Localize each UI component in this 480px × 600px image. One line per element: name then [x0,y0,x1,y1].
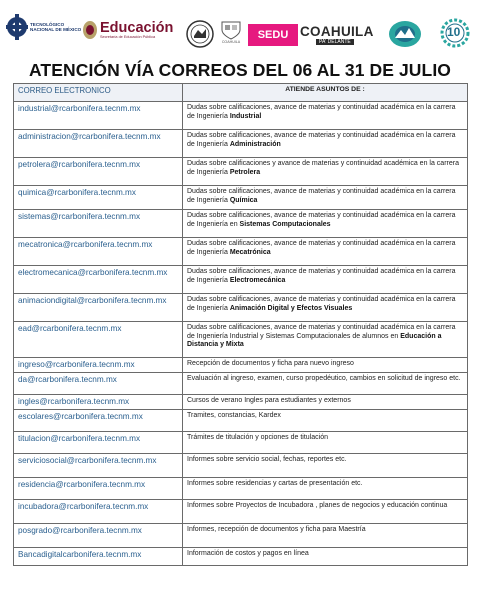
tecnm-subname: NACIONAL DE MÉXICO [30,27,82,32]
topic-text: Información de costos y pagos en línea [187,550,309,557]
coahuila-state-label: COAHUILA [221,40,241,44]
educacion-subname: Secretaría de Educación Pública [100,35,156,39]
table-header-row [14,84,468,102]
logo-strip [0,0,480,58]
email-link[interactable]: ead@rcarbonifera.tecnm.mx [14,322,183,358]
contacts-table [13,83,468,566]
table-row [14,395,468,410]
topic-cell [183,186,468,210]
topic-text: Trámites de titulación y opciones de titulación [187,434,328,441]
email-link[interactable]: quimica@rcarbonifera.tecnm.mx [14,186,183,210]
email-link[interactable]: escolares@rcarbonifera.tecnm.mx [14,410,183,432]
email-column-header: CORREO ELECTRONICO [14,84,183,102]
topic-text: Dudas sobre calificaciones, avance de materias y continuidad académica en la carrera de Ingeniería [187,132,456,148]
table-row [14,294,468,322]
table-row [14,266,468,294]
institute-seal-logo [186,20,214,48]
topic-cell [183,454,468,478]
table-row [14,210,468,238]
table-row [14,186,468,210]
topic-emphasis: Química [229,196,258,204]
table-row [14,410,468,432]
educacion-logo [82,20,173,40]
email-link[interactable]: petrolera@rcarbonifera.tecnm.mx [14,158,183,186]
itsr-logo [388,20,422,48]
email-link[interactable]: titulacion@rcarbonifera.tecnm.mx [14,432,183,454]
table-row [14,432,468,454]
email-link[interactable]: electromecanica@rcarbonifera.tecnm.mx [14,266,183,294]
topic-cell [183,548,468,566]
topic-cell [183,432,468,454]
topic-text: Informes, recepción de documentos y ficha para Maestría [187,526,366,533]
email-link[interactable]: posgrado@rcarbonifera.tecnm.mx [14,524,183,548]
topic-cell [183,266,468,294]
anniversary-number: 10 [447,25,461,39]
page-title: ATENCIÓN VÍA CORREOS DEL 06 AL 31 DE JULIO [28,60,451,80]
eagle-emblem-icon [82,20,98,40]
email-link[interactable]: da@rcarbonifera.tecnm.mx [14,373,183,395]
coahuila-pa-delante-logo [300,25,374,45]
table-row [14,238,468,266]
email-link[interactable]: sistemas@rcarbonifera.tecnm.mx [14,210,183,238]
anniversary-logo [440,18,470,48]
topic-emphasis: Educación a Distancia y Mixta [187,332,442,349]
topic-text: Informes sobre residencias y cartas de presentación etc. [187,480,363,487]
table-row [14,322,468,358]
topic-emphasis: Mecatrónica [229,248,271,256]
topic-cell [183,395,468,410]
topic-text: Dudas sobre calificaciones y avance de materias y continuidad académica en la carrera de Ingeniería [187,160,459,176]
email-link[interactable]: ingreso@rcarbonifera.tecnm.mx [14,358,183,373]
table-row [14,524,468,548]
topic-cell [183,478,468,500]
topic-text: Tramites, constancias, Kardex [187,412,281,419]
email-link[interactable]: residencia@rcarbonifera.tecnm.mx [14,478,183,500]
email-link[interactable]: incubadora@rcarbonifera.tecnm.mx [14,500,183,524]
topic-text: Informes sobre Proyectos de Incubadora , planes de negocios y educación continua [187,502,448,509]
educacion-name: Educación [100,20,174,36]
table-row [14,102,468,130]
tecnm-logo [6,12,81,42]
email-link[interactable]: serviciosocial@rcarbonifera.tecnm.mx [14,454,183,478]
sedu-label: SEDU [257,29,289,41]
topic-text: Dudas sobre calificaciones, avance de materias y continuidad académica en la carrera de Ingeniería [187,188,456,204]
topic-cell [183,373,468,395]
state-shield-icon [220,20,242,40]
email-link[interactable]: animaciondigital@rcarbonifera.tecnm.mx [14,294,183,322]
table-row [14,358,468,373]
topic-cell [183,158,468,186]
email-link[interactable]: industrial@rcarbonifera.tecnm.mx [14,102,183,130]
topic-cell [183,358,468,373]
table-row [14,373,468,395]
topic-emphasis: Electromecánica [229,276,286,284]
coahuila-wordmark: COAHUILA [300,24,374,39]
email-link[interactable]: administracion@rcarbonifera.tecnm.mx [14,130,183,158]
topic-text: Evaluación al ingreso, examen, curso propedéutico, cambios en solicitud de ingreso etc. [187,375,461,382]
topic-cell [183,238,468,266]
table-row [14,454,468,478]
topic-emphasis: Petrolera [229,168,261,176]
topic-column-header: ATIENDE ASUNTOS DE : [183,84,468,102]
topic-emphasis: Sistemas Computacionales [239,220,331,228]
table-row [14,548,468,566]
topic-text: Dudas sobre calificaciones, avance de materias y continuidad académica en la carrera de Ingeniería [187,296,456,312]
table-row [14,158,468,186]
topic-cell [183,524,468,548]
topic-emphasis: Industrial [229,112,262,120]
topic-cell [183,102,468,130]
topic-emphasis: Animación Digital y Efectos Visuales [229,304,353,312]
topic-cell [183,500,468,524]
tecnm-name: TECNOLÓGICO [30,22,65,27]
sedu-logo [248,24,298,46]
topic-cell [183,294,468,322]
email-link[interactable]: ingles@rcarbonifera.tecnm.mx [14,395,183,410]
topic-text: Cursos de verano Ingles para estudiantes y externos [187,397,351,404]
topic-text: Dudas sobre calificaciones, avance de materias y continuidad académica en la carrera de Ingeniería [187,240,456,256]
topic-emphasis: Administración [229,140,281,148]
seal-icon [186,20,214,48]
tecnm-gear-icon [6,12,28,42]
topic-text: Dudas sobre calificaciones, avance de materias y continuidad académica en la carrera de Ingeniería [187,104,456,120]
coahuila-state-logo [220,20,242,44]
topic-text: Dudas sobre calificaciones, avance de materias y continuidad académica en la carrera de Ingeniería en [187,212,456,228]
topic-cell [183,322,468,358]
topic-text: Dudas sobre calificaciones, avance de materias y continuidad académica en la carrera de Ingeniería [187,268,456,284]
table-row [14,500,468,524]
topic-text: Informes sobre servicio social, fechas, reportes etc. [187,456,347,463]
topic-cell [183,210,468,238]
topic-text: Recepción de documentos y ficha para nuevo ingreso [187,360,354,367]
itsr-emblem-icon [388,20,422,48]
topic-cell [183,130,468,158]
topic-text: Dudas sobre calificaciones, avance de materias y continuidad académica en la carrera de Ingeniería Industrial y Sistemas Computacionales de alumnos en [187,324,456,340]
email-link[interactable]: mecatronica@rcarbonifera.tecnm.mx [14,238,183,266]
pa-delante-label: PA' DELANTE [316,39,354,45]
topic-cell [183,410,468,432]
table-row [14,478,468,500]
table-row [14,130,468,158]
email-link[interactable]: Bancadigitalcarbonifera.tecnm.mx [14,548,183,566]
